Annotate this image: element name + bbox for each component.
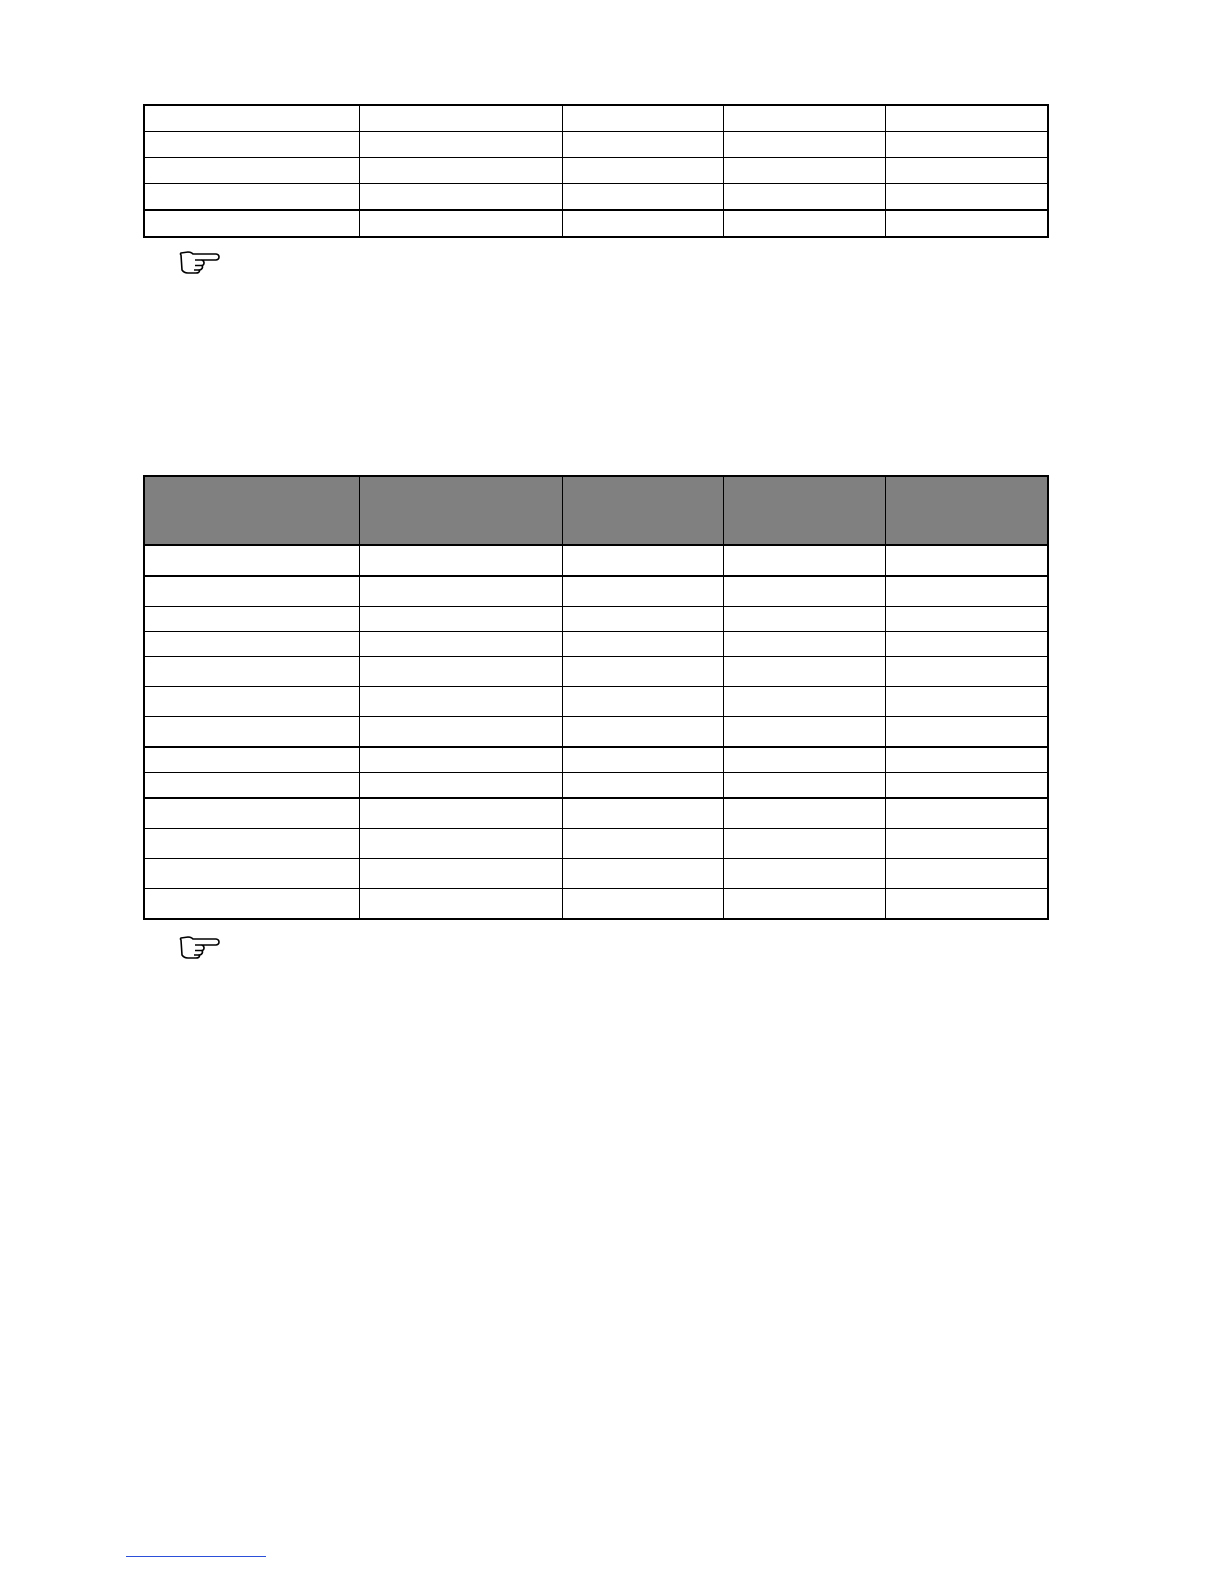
column-header <box>885 476 1048 545</box>
table-cell <box>144 829 359 859</box>
table-row <box>144 184 1048 211</box>
table-cell <box>885 545 1048 576</box>
table-cell <box>885 859 1048 889</box>
table-2 <box>143 475 1049 920</box>
footer-divider <box>126 1556 266 1557</box>
table-cell <box>723 158 885 184</box>
table-row <box>144 798 1048 829</box>
table-row <box>144 717 1048 748</box>
table-cell <box>144 576 359 607</box>
table-cell <box>144 105 359 132</box>
table-cell <box>723 747 885 773</box>
table-cell <box>885 632 1048 657</box>
table-row <box>144 747 1048 773</box>
table-cell <box>359 747 562 773</box>
table-cell <box>562 158 723 184</box>
table-cell <box>359 210 562 237</box>
pointing-hand-icon <box>178 250 220 274</box>
table-cell <box>144 158 359 184</box>
table-row <box>144 889 1048 920</box>
table-header-row <box>144 476 1048 545</box>
table-cell <box>562 545 723 576</box>
table-row <box>144 773 1048 799</box>
table-1 <box>143 104 1049 238</box>
table-cell <box>144 798 359 829</box>
table-cell <box>562 132 723 158</box>
table-cell <box>144 889 359 920</box>
table-cell <box>144 184 359 211</box>
table-row <box>144 158 1048 184</box>
table-cell <box>144 773 359 799</box>
table-cell <box>144 210 359 237</box>
table-row <box>144 210 1048 237</box>
table-cell <box>885 717 1048 748</box>
table-cell <box>723 889 885 920</box>
table-cell <box>723 773 885 799</box>
table-cell <box>144 545 359 576</box>
table-cell <box>562 687 723 717</box>
table-row <box>144 576 1048 607</box>
table-cell <box>359 607 562 632</box>
table-cell <box>723 184 885 211</box>
table-cell <box>144 687 359 717</box>
table-cell <box>885 210 1048 237</box>
table-row <box>144 545 1048 576</box>
table-cell <box>359 717 562 748</box>
pointing-hand-icon <box>178 935 220 959</box>
table-row <box>144 607 1048 632</box>
table-cell <box>885 889 1048 920</box>
column-header <box>723 476 885 545</box>
table-row <box>144 687 1048 717</box>
table-cell <box>359 158 562 184</box>
table-cell <box>359 132 562 158</box>
table-cell <box>562 747 723 773</box>
table-cell <box>562 184 723 211</box>
table-row <box>144 632 1048 657</box>
table-cell <box>723 687 885 717</box>
table-cell <box>359 773 562 799</box>
table-cell <box>885 829 1048 859</box>
table-cell <box>359 545 562 576</box>
table-cell <box>885 158 1048 184</box>
table-cell <box>562 105 723 132</box>
table-row <box>144 105 1048 132</box>
table-cell <box>723 717 885 748</box>
table-cell <box>144 607 359 632</box>
table-cell <box>885 747 1048 773</box>
column-header <box>562 476 723 545</box>
table-cell <box>144 632 359 657</box>
table-cell <box>144 859 359 889</box>
table-cell <box>885 184 1048 211</box>
table-cell <box>885 657 1048 687</box>
table-cell <box>359 105 562 132</box>
table-cell <box>359 798 562 829</box>
table-cell <box>723 210 885 237</box>
table-cell <box>885 105 1048 132</box>
table-cell <box>723 829 885 859</box>
table-cell <box>562 829 723 859</box>
table-cell <box>562 717 723 748</box>
table-cell <box>359 184 562 211</box>
table-cell <box>562 210 723 237</box>
table-cell <box>885 798 1048 829</box>
table-cell <box>359 859 562 889</box>
table-cell <box>562 607 723 632</box>
table-cell <box>562 632 723 657</box>
table-cell <box>723 657 885 687</box>
table-cell <box>359 687 562 717</box>
table-cell <box>562 773 723 799</box>
table-cell <box>885 687 1048 717</box>
column-header <box>144 476 359 545</box>
table-cell <box>885 576 1048 607</box>
table-cell <box>562 798 723 829</box>
table-row <box>144 657 1048 687</box>
table-cell <box>359 829 562 859</box>
table-cell <box>562 889 723 920</box>
table-cell <box>144 657 359 687</box>
table-cell <box>885 607 1048 632</box>
table-cell <box>885 773 1048 799</box>
table-cell <box>723 576 885 607</box>
table-cell <box>723 105 885 132</box>
table-cell <box>562 657 723 687</box>
table-cell <box>723 798 885 829</box>
table-cell <box>723 607 885 632</box>
table-cell <box>723 545 885 576</box>
table-cell <box>723 132 885 158</box>
table-cell <box>562 576 723 607</box>
table-row <box>144 829 1048 859</box>
table-cell <box>359 632 562 657</box>
table-row <box>144 859 1048 889</box>
table-cell <box>144 747 359 773</box>
table-cell <box>562 859 723 889</box>
table-cell <box>359 657 562 687</box>
column-header <box>359 476 562 545</box>
table-cell <box>144 132 359 158</box>
table-row <box>144 132 1048 158</box>
table-cell <box>885 132 1048 158</box>
table-cell <box>144 717 359 748</box>
table-cell <box>723 632 885 657</box>
table-cell <box>359 889 562 920</box>
table-cell <box>723 859 885 889</box>
table-cell <box>359 576 562 607</box>
